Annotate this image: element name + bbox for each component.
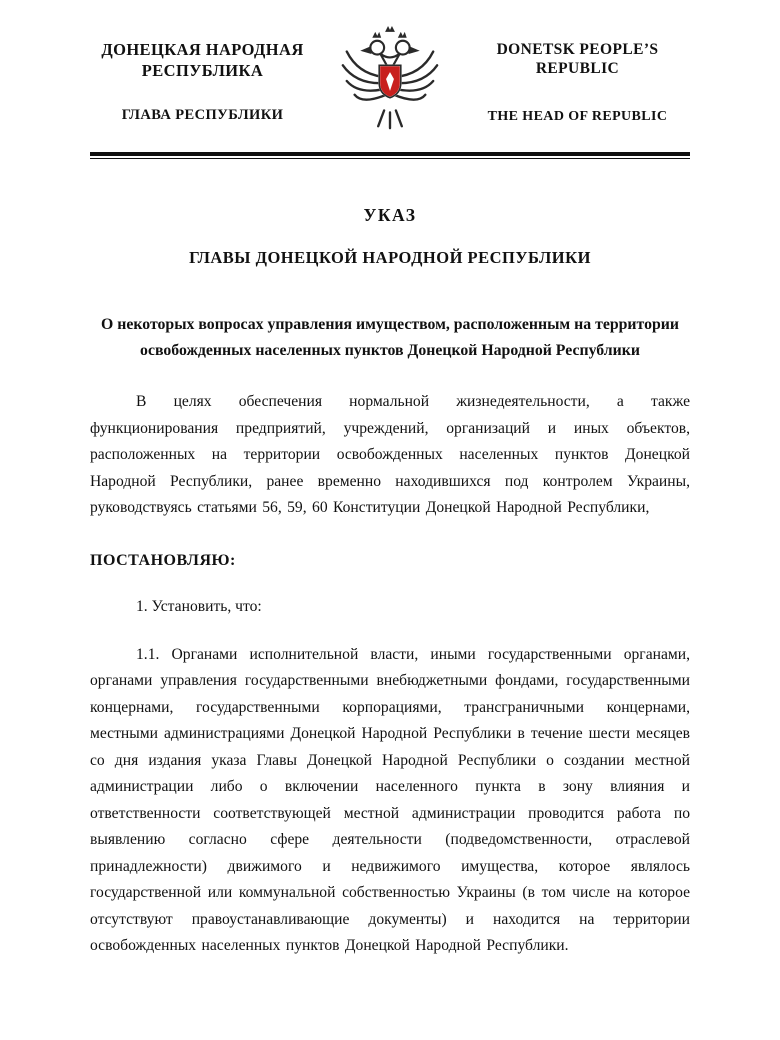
decree-body bbox=[90, 389, 690, 960]
org-subtitle-ru: ГЛАВА РЕСПУБЛИКИ bbox=[121, 107, 284, 124]
item-1: 1. Установить, что: bbox=[136, 597, 262, 615]
divider bbox=[90, 152, 690, 159]
resolve-label: ПОСТАНОВЛЯЮ: bbox=[90, 551, 236, 569]
item-1-1: 1.1. Органами исполнительной власти, иными государственными органами, органами управления государственными внебюджетными фондами, государственными концернами, государственными корпорациями, трансграничными концернами, местными администрациями Донецкой Народной Республики в течение шести месяцев со дня издания указа Главы Донецкой Народной Республики о создании местной администрации либо о включении населенного пункта в зону влияния и ответственности соответствующей местной администрации проводится работа по выявлению согласно сфере деятельности (подведомственности, отраслевой принадлежности) движимого и недвижимого имущества, которое являлось государственной или коммунальной собственностью Украины (в том числе на которое отсутствуют правоустанавливающие документы) и находится на территории освобожденных населенных пунктов Донецкой Народной Республики. bbox=[90, 645, 690, 955]
decree-subject: О некоторых вопросах управления имуществом, расположенным на территории освобожденных населенных пунктов Донецкой Народной Республики bbox=[101, 316, 679, 359]
preamble-paragraph: В целях обеспечения нормальной жизнедеятельности, а также функционирования предприятий, учреждений, организаций и иных объектов, расположенных на территории освобожденных населенных пунктов Донецкой Народной Республики, ранее временно находившихся под контролем Украины, руководствуясь статьями 56, 59, 60 Конституции Донецкой Народной Республики, bbox=[90, 393, 690, 517]
org-title-en: DONETSK PEOPLE’S REPUBLIC bbox=[496, 41, 659, 78]
decree-heading bbox=[90, 205, 690, 268]
letterhead-left bbox=[90, 26, 315, 124]
decree-issuer: ГЛАВЫ ДОНЕЦКОЙ НАРОДНОЙ РЕСПУБЛИКИ bbox=[189, 248, 591, 267]
org-subtitle-en: THE HEAD OF REPUBLIC bbox=[487, 108, 668, 124]
letterhead bbox=[90, 26, 690, 138]
org-title-ru: ДОНЕЦКАЯ НАРОДНАЯ РЕСПУБЛИКА bbox=[101, 40, 304, 80]
coat-of-arms-icon bbox=[325, 26, 455, 138]
decree-type: УКАЗ bbox=[363, 205, 417, 225]
letterhead-right bbox=[465, 26, 690, 125]
